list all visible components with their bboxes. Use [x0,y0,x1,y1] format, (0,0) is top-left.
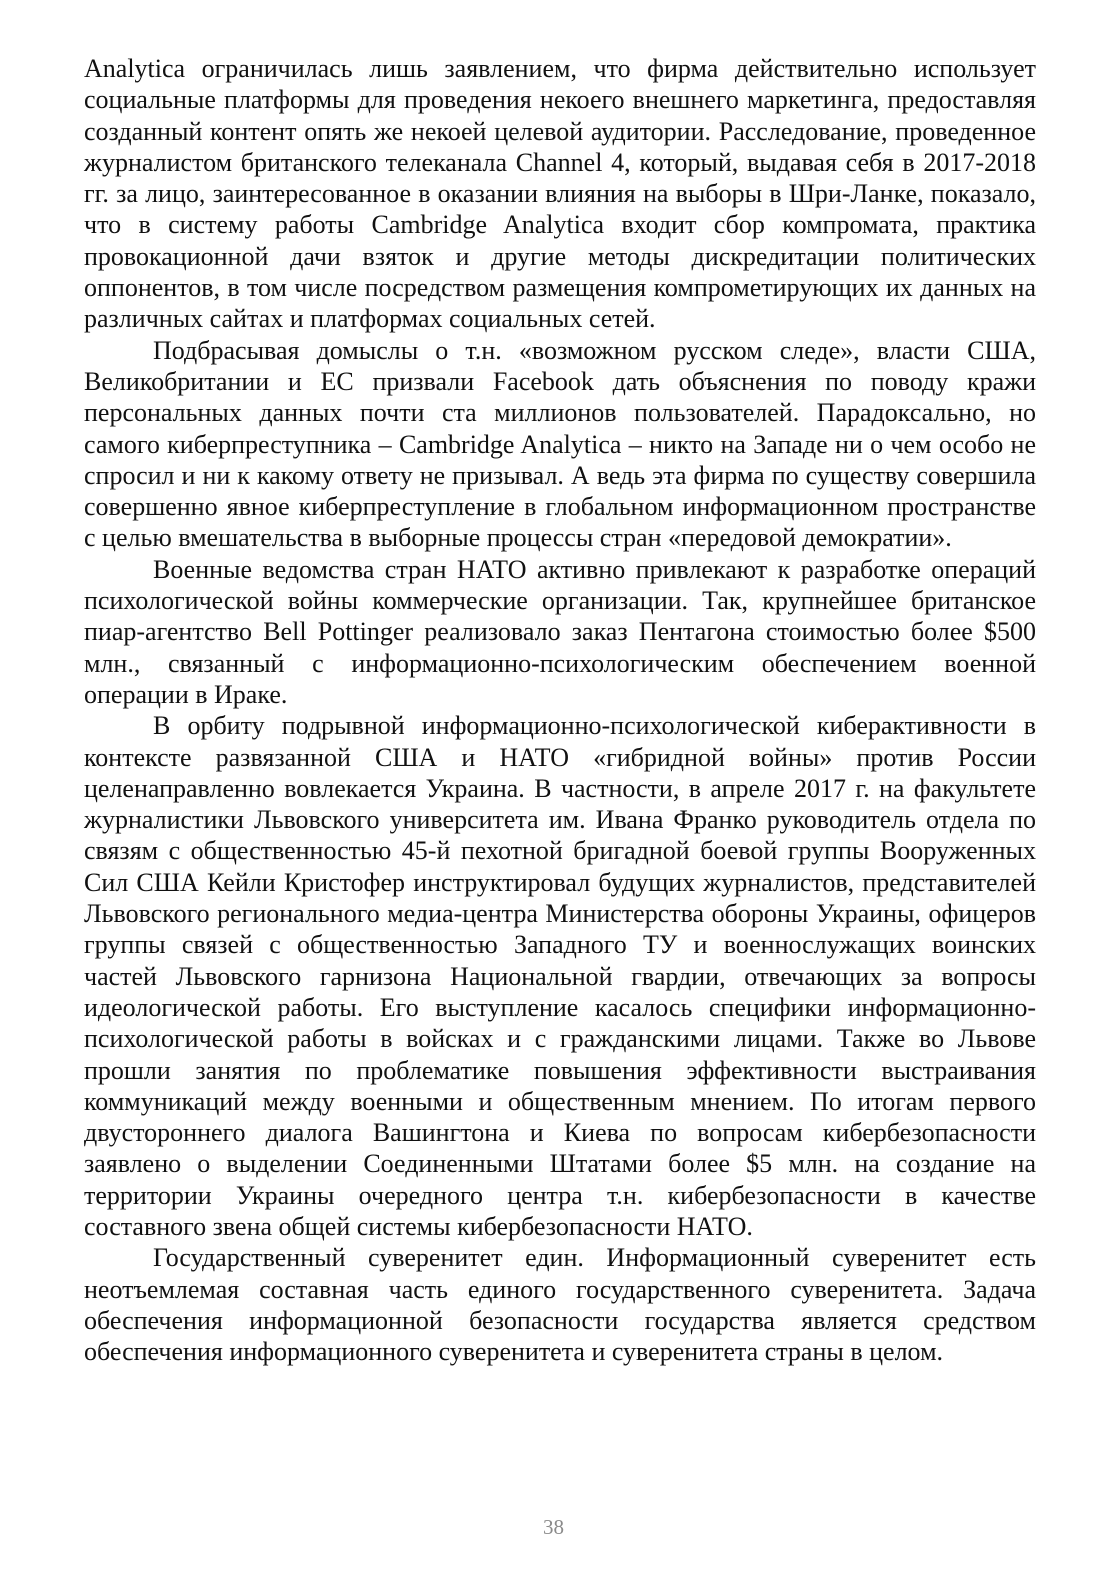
page-number: 38 [543,1515,564,1539]
body-text [84,53,1036,1367]
paragraph: Военные ведомства стран НАТО активно привлекают к разработке операций психологической войны коммерческие организации. Так, крупнейшее британское пиар-агентство Bell Pottinger реализовало заказ Пентагона стоимостью более $500 млн., связанный с информационно-психологическим обеспечением военной операции в Ираке. [84,554,1036,709]
paragraph: Подбрасывая домыслы о т.н. «возможном русском следе», власти США, Великобритании и ЕС призвали Facebook дать объяснения по поводу кражи персональных данных почти ста миллионов пользователей. Парадоксально, но самого киберпреступника – Cambridge Analytica – никто на Западе ни о чем особо не спросил и ни к какому ответу не призывал. А ведь эта фирма по существу совершила совершенно явное киберпреступление в глобальном информационном пространстве с целью вмешательства в выборные процессы стран «передовой демократии». [84,335,1036,553]
paragraph: В орбиту подрывной информационно-психологической киберактивности в контексте развязанной США и НАТО «гибридной войны» против России целенаправленно вовлекается Украина. В частности, в апреле 2017 г. на факультете журналистики Львовского университета им. Ивана Франко руководитель отдела по связям с общественностью 45-й пехотной бригадной боевой группы Вооруженных Сил США Кейли Кристофер инструктировал будущих журналистов, представителей Львовского регионального медиа-центра Министерства обороны Украины, офицеров группы связей с общественностью Западного ТУ и военнослужащих воинских частей Львовского гарнизона Национальной гвардии, отвечающих за вопросы идеологической работы. Его выступление касалось специфики информационно-психологической работы в войсках и с гражданскими лицами. Также во Львове прошли занятия по проблематике повышения эффективности выстраивания коммуникаций между военными и общественным мнением. По итогам первого двустороннего диалога Вашингтона и Киева по вопросам кибербезопасности заявлено о выделении Соединенными Штатами более $5 млн. на создание на территории Украины очередного центра т.н. кибербезопасности в качестве составного звена общей системы кибербезопасности НАТО. [84,711,1036,1241]
paragraph: Государственный суверенитет един. Информационный суверенитет есть неотъемлемая составная часть единого государственного суверенитета. Задача обеспечения информационной безопасности государства является средством обеспечения информационного суверенитета и суверенитета страны в целом. [84,1243,1036,1367]
paragraph-continued: Analytica ограничилась лишь заявлением, что фирма действительно использует социальные платформы для проведения некоего внешнего маркетинга, предоставляя созданный контент опять же некоей целевой аудитории. Расследование, проведенное журналистом британского телеканала Channel 4, который, выдавая себя в 2017-2018 гг. за лицо, заинтересованное в оказании влияния на выборы в Шри-Ланке, показало, что в систему работы Cambridge Analytica входит сбор компромата, практика провокационной дачи взяток и другие методы дискредитации политических оппонентов, в том числе посредством размещения компрометирующих их данных на различных сайтах и платформах социальных сетей. [84,54,1036,334]
